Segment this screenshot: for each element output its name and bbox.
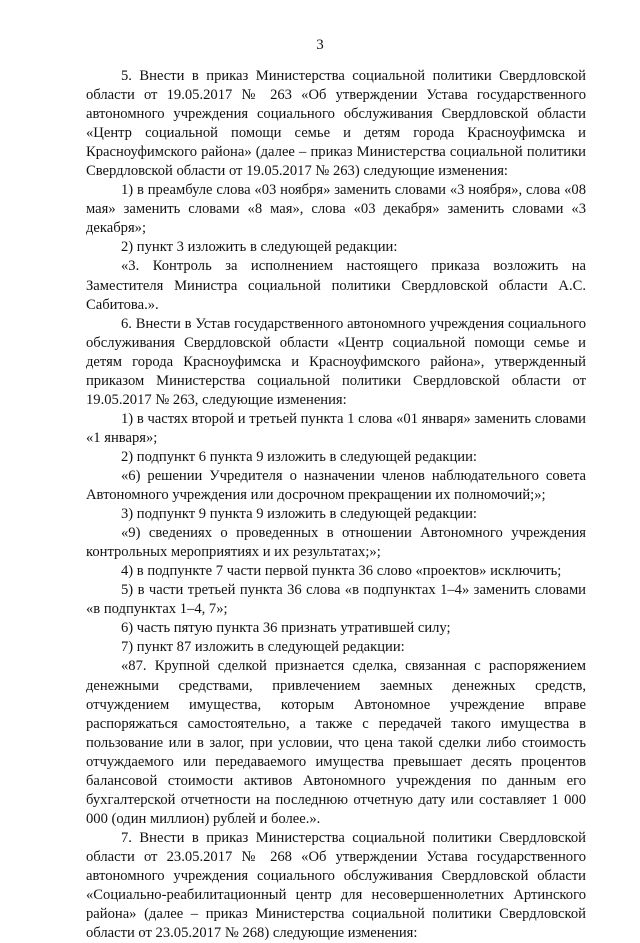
paragraph-item-7: 7. Внести в приказ Министерства социальной политики Свердловской области от 23.05.2017 № 268 «Об утверждении Устава государственного автономного учреждения социального обслуживания Свердловской области «Социально-реабилитационный центр для несовершеннолетних Артинского района» (далее – приказ Министерства социальной политики Свердловской области от 23.05.2017 № 268) следующие изменения: (86, 829, 586, 942)
paragraph-subitem-preamble: 1) в преамбуле слова «03 ноября» заменить словами «3 ноября», слова «08 мая» заменить словами «8 мая», слова «03 декабря» заменить словами «3 декабря»; (86, 182, 586, 237)
paragraph-subitem: 4) в подпункте 7 части первой пункта 36 слово «проектов» исключить; (121, 563, 562, 580)
page-number: 3 (316, 37, 324, 53)
paragraph-item-6: 6. Внести в Устав государственного автономного учреждения социального обслуживания Свердловской области «Центр социальной помощи семье и детям города Красноуфимска и Красноуфимского района», утвержденный приказом Министерства социальной политики Свердловской области от 19.05.2017 № 263, следующие изменения: (86, 315, 586, 408)
paragraph-subitem: 2) пункт 3 изложить в следующей редакции: (121, 239, 398, 256)
paragraph-subitem: 6) часть пятую пункта 36 признать утратившей силу; (121, 620, 451, 637)
paragraph-quote-item-87: «87. Крупной сделкой признается сделка, связанная с распоряжением денежными средствами, привлечением заемных денежных средств, отчуждением имущества, которым Автономное учреждение вправе распоряжаться самостоятельно, а также с передачей такого имущества в пользование или в залог, при условии, что цена такой сделки либо стоимость отчуждаемого или передаваемого имущества превышает десять процентов балансовой стоимости активов Автономного учреждения по данным его бухгалтерской отчетности на последнюю отчетную дату или составляет 1 000 000 (один миллион) рублей и более.». (86, 658, 586, 827)
document-body (86, 67, 586, 943)
paragraph-subitem: 7) пункт 87 изложить в следующей редакции: (121, 639, 405, 656)
paragraph-item-5: 5. Внести в приказ Министерства социальной политики Свердловской области от 19.05.2017 № 263 «Об утверждении Устава государственного автономного учреждения социального обслуживания Свердловской области «Центр социальной помощи семье и детям города Красноуфимска и Красноуфимского района» (далее – приказ Министерства социальной политики Свердловской области от 19.05.2017 № 263) следующие изменения: (86, 68, 586, 180)
paragraph-quote: «6) решении Учредителя о назначении членов наблюдательного совета Автономного учреждения или досрочном прекращении их полномочий;»; (86, 467, 586, 504)
paragraph-subitem: 2) подпункт 6 пункта 9 изложить в следующей редакции: (121, 448, 477, 465)
paragraph-subitem: 1) в частях второй и третьей пункта 1 слова «01 января» заменить словами «1 января»; (86, 410, 586, 446)
paragraph-subitem: 3) подпункт 9 пункта 9 изложить в следующей редакции: (121, 506, 477, 523)
paragraph-quote: «3. Контроль за исполнением настоящего приказа возложить на Заместителя Министра социальной политики Свердловской области А.С. Сабитова.». (86, 258, 586, 313)
paragraph-subitem: 5) в части третьей пункта 36 слова «в подпунктах 1–4» заменить словами «в подпунктах 1–4, 7»; (86, 582, 586, 618)
paragraph-quote: «9) сведениях о проведенных в отношении Автономного учреждения контрольных мероприятиях и их результатах;»; (86, 525, 586, 561)
